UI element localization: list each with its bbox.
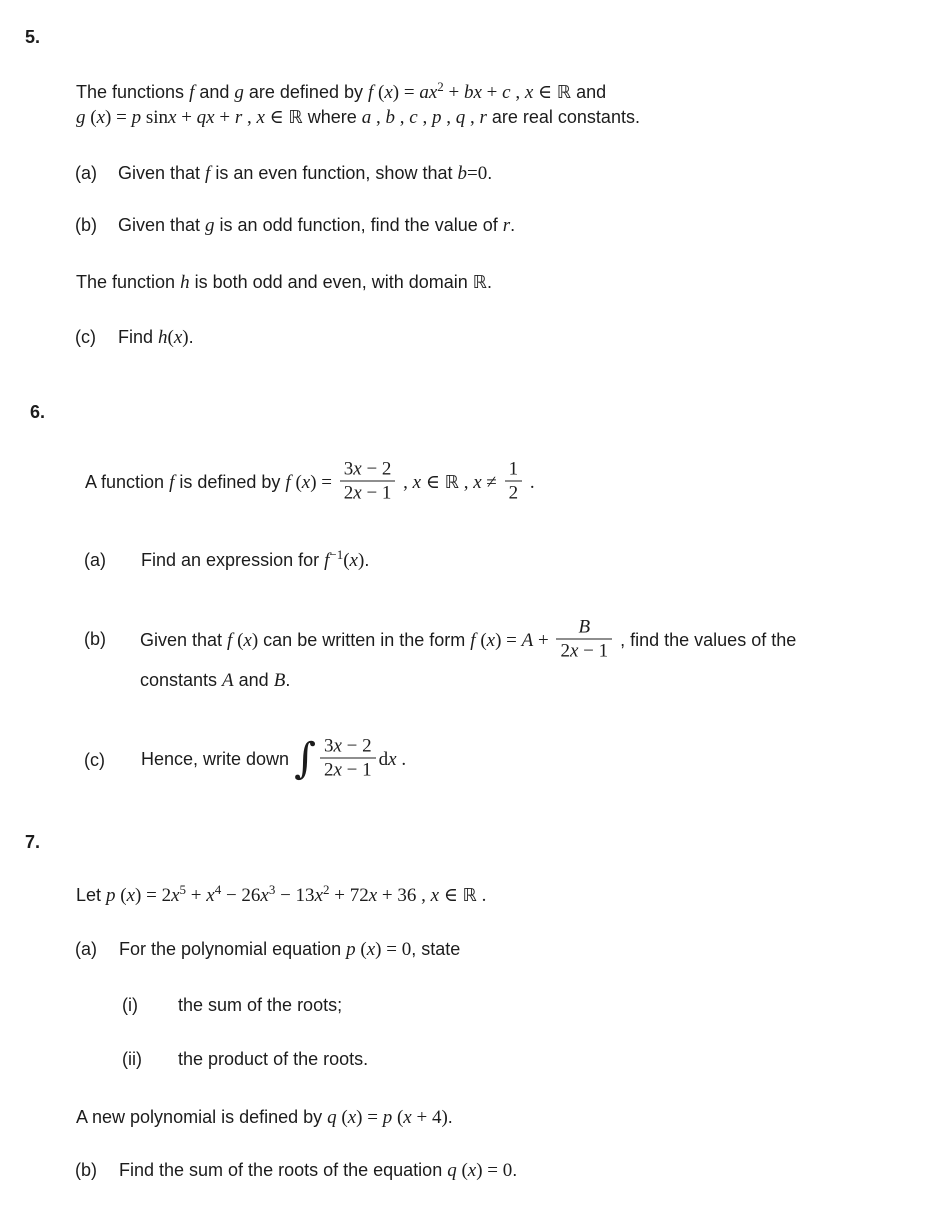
math-token: x [384,82,393,103]
math-token: + 4) [411,1107,448,1128]
math-token: + [214,107,235,128]
math-token: , [465,107,480,128]
math-token: ( [167,327,174,348]
math-token: x [260,885,269,906]
math-token: g [234,82,244,103]
q7-part-a-label: (a) [75,939,97,959]
math-token: ( [360,939,367,960]
math-token: x [473,471,482,493]
math-token: ∈ [439,885,463,906]
math-token: ( [237,629,244,651]
math-token: f [227,629,238,651]
math-token: ℝ [462,885,477,906]
math-token: A [521,629,534,651]
q5-intro-line-1: The functions f and g are defined by f $(x) = ax^2$ + bx + c , x ∈ ℝ and [76,79,607,103]
math-token: x [314,885,323,906]
math-token: 1 [508,458,519,480]
math-token: + [186,885,207,906]
math-token: f [470,629,481,651]
math-token: , [510,82,525,103]
q7-part-b-label: (b) [75,1160,97,1180]
math-token: A [222,670,234,691]
math-token: ( [341,1107,348,1128]
math-token: ) [251,629,259,651]
math-token: + 72 [329,885,369,906]
math-token: 3 [323,735,334,757]
math-token: x [353,482,362,504]
math-token: 2 [323,882,330,897]
math-token: 2 [323,759,334,781]
math-token: ≠ [481,471,502,493]
q7-sub-i-text: the sum of the roots; [178,995,343,1015]
math-token: ) = [392,82,420,103]
question-5-number: 5. [25,27,41,47]
math-token: ( [90,107,97,128]
q7-part-a-text: For the polynomial equation p (x) = 0, state [119,939,461,960]
q6-part-b-line-2: constants A and B. [140,670,291,691]
q5-part-a-label: (a) [75,163,97,183]
math-token: ) = [495,629,522,651]
q5-intro-line-2: g (x) = p sinx + qx + r , x ∈ ℝ where a , b , c , p , q , r are real constants. [76,107,640,128]
math-token: 2 [437,79,444,94]
math-token: ) [182,327,189,348]
fraction-denominator [556,640,612,663]
fraction-numerator [340,458,396,482]
math-token: + [176,107,197,128]
math-token: p [346,939,361,960]
math-token: ) = [310,471,337,493]
math-token: − 1 [578,640,609,662]
math-token: 5 [179,882,187,897]
math-token: x [412,471,422,493]
math-token: x [388,748,397,770]
math-token: ℝ [472,272,488,293]
math-token: ax [419,82,438,103]
math-token: , [458,471,474,493]
fraction-numerator [556,616,612,640]
math-token: q [447,1160,462,1181]
math-token: ) = 0 [476,1160,513,1181]
math-token: . [476,885,487,906]
math-token: ( [378,82,385,103]
math-token: ∈ [421,471,445,493]
math-token: . [396,748,407,770]
math-token: q [455,107,466,128]
question-7-number: 7. [25,832,41,852]
math-token: x [301,471,311,493]
math-token: x [353,458,362,480]
math-token: x [333,735,342,757]
question-6-number: 6. [30,402,46,422]
math-token: x [467,1160,477,1181]
q7-sub-ii-label: (ii) [122,1049,142,1069]
math-token: , [398,471,413,493]
math-token: x [96,107,106,128]
q7-part-b-text: Find the sum of the roots of the equation q (x) = 0. [119,1160,518,1181]
math-token: g [205,215,215,236]
q7-new-polynomial-paragraph: A new polynomial is defined by q (x) = p (x + 4). [76,1107,453,1128]
math-token: ( [343,550,350,571]
math-token: −1 [329,547,344,562]
fraction-numerator [505,458,523,482]
math-token: x [256,107,265,128]
math-token: x [243,629,252,651]
math-token: + [443,82,464,103]
math-token: h [158,327,168,348]
q5-part-c-text: Find h(x). [118,327,194,348]
math-token: f [324,550,330,571]
math-token: x [430,885,440,906]
math-token: ) = 2 [135,885,172,906]
math-token: , [417,107,432,128]
math-token: , [242,107,257,128]
math-token: ) = 0 [375,939,412,960]
math-token: c [502,82,511,103]
math-token: x [349,550,358,571]
q7-sub-i-label: (i) [122,995,138,1015]
math-token: f [205,163,211,184]
q6-intro-line: A function f is defined by f (x) = $\frac{3x - 2}{2x - 1}$ , x ∈ ℝ , x ≠ $\frac{1}{2}$ . [85,458,535,504]
fraction [320,735,376,782]
math-token: 3 [268,882,276,897]
math-token: q [327,1107,342,1128]
math-token: , [371,107,386,128]
math-token: p [106,885,121,906]
math-token: r [502,215,511,236]
q5-part-b-label: (b) [75,215,97,235]
math-token: 3 [343,458,354,480]
math-token: sin [145,107,168,128]
q6-part-a-label: (a) [84,550,106,570]
q5-part-c-label: (c) [75,327,96,347]
math-token: p [382,1107,397,1128]
math-token: ( [480,629,487,651]
math-token: qx [196,107,215,128]
q6-part-a-text: Find an expression for $f^{-1}(x)$. [141,547,370,571]
math-token: x [366,939,376,960]
math-token: ℝ [288,107,303,128]
math-token: . [525,471,535,493]
math-token: − 1 [361,482,392,504]
math-token: , [441,107,456,128]
math-token: p [431,107,442,128]
math-token: x [524,82,534,103]
q5-part-a-text: Given that f is an even function, show that b=0. [118,163,493,184]
math-token: x [486,629,496,651]
math-token: ) [357,550,365,571]
math-token: x [126,885,136,906]
math-token: ( [120,885,127,906]
fraction-denominator [505,482,523,505]
math-token: x [173,327,183,348]
math-token: f [285,471,296,493]
q7-intro-line: Let p $(x) = 2x^5 + x^4 - 26x^3 - 13x^2 + 72x + 36$ , x ∈ ℝ . [76,882,487,906]
math-token: f [367,82,379,103]
math-token: x [569,640,579,662]
q5-h-paragraph: The function h is both odd and even, with domain ℝ. [76,272,493,293]
fraction [340,458,396,505]
math-token: 2 [343,482,354,504]
math-token: ( [396,1107,404,1128]
math-token: bx [463,82,482,103]
integral-symbol: ∫ [294,733,316,782]
math-token: p [131,107,146,128]
q6-part-b-label: (b) [84,629,106,649]
math-token: x [403,1107,412,1128]
fraction [556,616,612,663]
math-token: + [533,629,554,651]
math-token: a [361,107,372,128]
math-token: f [189,82,195,103]
math-token: b [457,163,467,184]
math-token: ∈ [533,82,557,103]
math-token: g [76,107,91,128]
math-token: d [378,748,389,770]
math-token: x [333,759,342,781]
math-token: x [168,107,177,128]
math-token: 2 [560,640,570,662]
math-token: f [169,471,175,493]
math-token: 2 [508,482,519,504]
math-token: B [578,616,591,638]
math-token: − 2 [341,735,372,757]
math-token: B [273,670,286,691]
math-token: , [395,107,410,128]
math-token: − 26 [221,885,261,906]
math-token: =0 [466,163,488,184]
math-token: ( [295,471,302,493]
math-token: x [368,885,378,906]
math-token: r [479,107,487,128]
math-token: b [385,107,396,128]
math-token: 4 [214,882,222,897]
math-token: ℝ [444,471,459,493]
fraction-numerator [320,735,376,759]
math-token: ( [461,1160,468,1181]
fraction-denominator [340,482,396,505]
math-token: − 13 [275,885,315,906]
math-token: − 1 [341,759,372,781]
fraction [505,458,523,505]
math-token: − 2 [361,458,392,480]
math-token: x [171,885,180,906]
q5-part-b-text: Given that g is an odd function, find the value of r. [118,215,516,236]
math-token: r [234,107,243,128]
math-token: ℝ [556,82,572,103]
math-token: ) = [105,107,132,128]
math-token: , [416,885,431,906]
math-token: h [180,272,190,293]
math-token: x [347,1107,357,1128]
math-token: ∈ [264,107,289,128]
q6-part-b-line-1: Given that f (x) can be written in the form f (x) = A + $\frac{B}{2x - 1}$ , find the values of the [140,616,797,662]
q7-sub-ii-text: the product of the roots. [178,1049,369,1069]
math-token: c [409,107,418,128]
fraction-denominator [320,759,376,782]
q6-part-c-label: (c) [84,750,105,770]
math-token: x [206,885,215,906]
math-token: ) = [356,1107,383,1128]
q6-part-c-text: Hence, write down ∫ $\frac{3x - 2}{2x - 1}$ dx . [141,733,407,782]
math-token: + 36 [377,885,417,906]
math-token: + [481,82,503,103]
